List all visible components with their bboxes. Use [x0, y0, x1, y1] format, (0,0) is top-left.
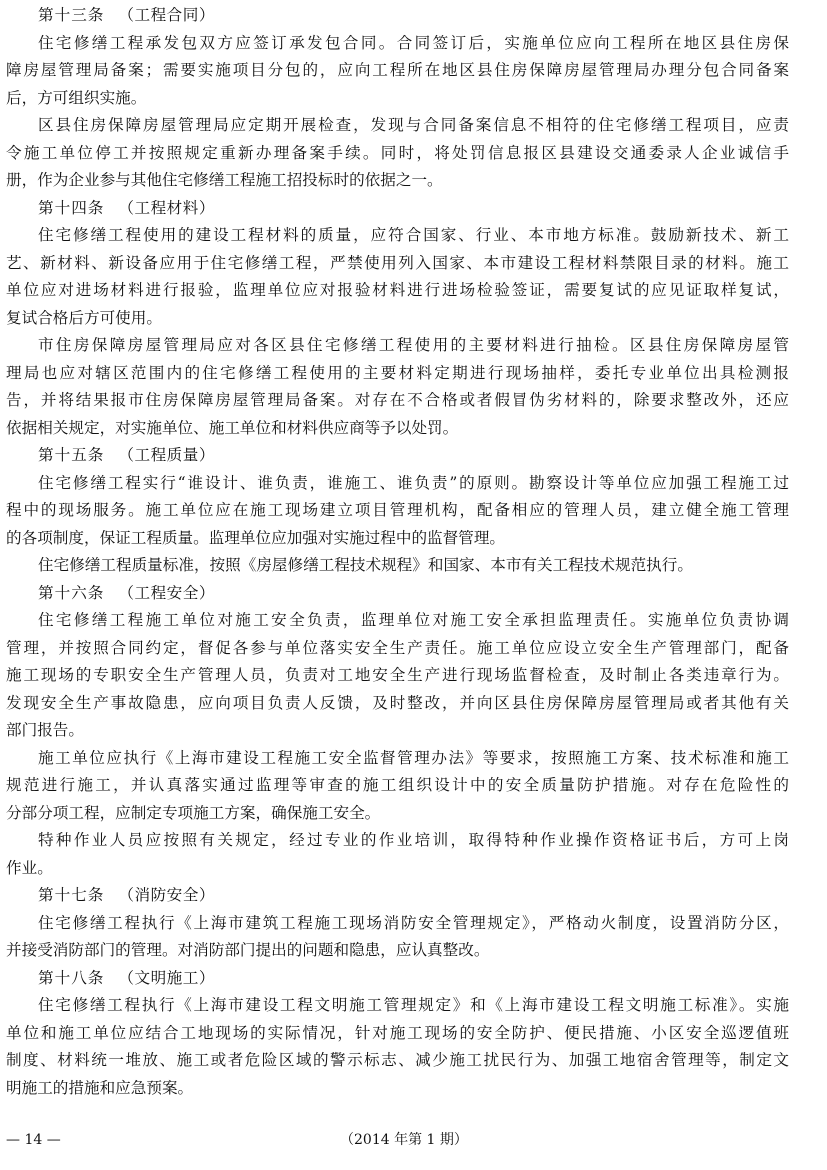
paragraph-line: 复试合格后方可使用。	[6, 308, 162, 327]
paragraph-line: 明施工的措施和应急预案。	[6, 1078, 194, 1097]
article-number: 第十八条	[38, 968, 105, 987]
article-title: （工程合同）	[118, 6, 215, 24]
paragraph-line: 分部分项工程，应制定专项施工方案，确保施工安全。	[6, 803, 381, 822]
paragraph-line: 市住房保障房屋管理局应对各区县住宅修缮工程使用的主要材料进行抽检。区县住房保障房屋管	[38, 336, 789, 354]
paragraph-line: 住宅修缮工程施工单位对施工安全负责，监理单位对施工安全承担监理责任。实施单位负责协调	[38, 611, 789, 629]
paragraph-line: 册，作为企业参与其他住宅修缮工程施工招投标时的依据之一。	[6, 171, 443, 189]
article-heading	[0, 2, 827, 30]
article-heading	[0, 580, 827, 608]
paragraph-line: 规范进行施工，并认真落实通过监理等审查的施工组织设计中的安全质量防护措施。对存在危险性的	[6, 776, 789, 794]
paragraph-line: 作业。	[6, 858, 53, 877]
paragraph-line: 住宅修缮工程实行“谁设计、谁负责，谁施工、谁负责”的原则。勘察设计等单位应加强工程施工过	[38, 473, 789, 492]
paragraph-line: 施工现场的专职安全生产管理人员，负责对工地安全生产进行现场监督检查，及时制止各类违章行为。	[6, 666, 789, 684]
paragraph-line: 部门报告。	[6, 721, 84, 739]
article-number: 第十四条	[38, 198, 105, 217]
paragraph-line: 管理，并按照合同约定，督促各参与单位落实安全生产责任。施工单位应设立安全生产管理部门，配备	[6, 638, 789, 657]
paragraph-line: 住宅修缮工程使用的建设工程材料的质量，应符合国家、行业、本市地方标准。鼓励新技术、新工	[38, 226, 789, 244]
article-number: 第十六条	[38, 583, 105, 602]
paragraph-line: 令施工单位停工并按照规定重新办理备案手续。同时，将处罚信息报区县建设交通委录人企业诚信手	[6, 143, 789, 162]
paragraph-line: 艺、新材料、新设备应用于住宅修缮工程，严禁使用列入国家、本市建设工程材料禁限目录的材料。施工	[6, 253, 789, 272]
article-title: （消防安全）	[118, 886, 215, 904]
paragraph-line: 后，方可组织实施。	[6, 88, 147, 107]
paragraph-line: 单位应对进场材料进行报验，监理单位应对报验材料进行进场检验签证，需要复试的应见证取样复试，	[6, 281, 789, 299]
page-number: — 14 —	[6, 1132, 61, 1148]
article-title: （工程安全）	[118, 583, 215, 602]
paragraph-line: 特种作业人员应按照有关规定，经过专业的作业培训，取得特种作业操作资格证书后，方可上岗	[38, 831, 789, 849]
issue-label: （2014 年第 1 期）	[340, 1132, 468, 1148]
document-body	[0, 2, 827, 1102]
paragraph-line: 住宅修缮工程质量标准，按照《房屋修缮工程技术规程》和国家、本市有关工程技术规范执行。	[38, 556, 693, 574]
paragraph-line: 住宅修缮工程执行《上海市建设工程文明施工管理规定》和《上海市建设工程文明施工标准》。实施	[38, 996, 789, 1014]
paragraph-line: 发现安全生产事故隐患，应向项目负责人反馈，及时整改，并向区县住房保障房屋管理局或者其他有关	[6, 693, 789, 712]
paragraph-line: 制度、材料统一堆放、施工或者危险区域的警示标志、减少施工扰民行为、加强工地宿舍管理等，制定文	[6, 1051, 789, 1069]
paragraph-line: 区县住房保障房屋管理局应定期开展检查，发现与合同备案信息不相符的住宅修缮工程项目，应责	[38, 116, 789, 134]
paragraph-line: 住宅修缮工程承发包双方应签订承发包合同。合同签订后，实施单位应向工程所在地区县住房保	[38, 33, 789, 52]
article-title: （工程质量）	[118, 446, 215, 464]
article-heading	[0, 195, 827, 223]
article-number: 第十七条	[38, 886, 105, 904]
article-number: 第十五条	[38, 446, 105, 464]
paragraph-line: 的各项制度，保证工程质量。监理单位应加强对实施过程中的监督管理。	[6, 528, 506, 547]
paragraph-line: 并接受消防部门的管理。对消防部门提出的问题和隐患，应认真整改。	[6, 941, 490, 959]
page-footer	[0, 1128, 827, 1152]
article-heading	[0, 442, 827, 470]
article-heading	[0, 965, 827, 993]
paragraph-line: 障房屋管理局备案；需要实施项目分包的，应向工程所在地区县住房保障房屋管理局办理分包合同备案	[6, 61, 789, 79]
paragraph-line: 告，并将结果报市住房保障房屋管理局备案。对存在不合格或者假冒伪劣材料的，除要求整改外，还应	[6, 391, 789, 409]
paragraph-line: 依据相关规定，对实施单位、施工单位和材料供应商等予以处罚。	[6, 418, 459, 437]
paragraph-line: 程中的现场服务。施工单位应在施工现场建立项目管理机构，配备相应的管理人员，建立健全施工管理	[6, 501, 789, 519]
article-heading	[0, 882, 827, 910]
article-title: （工程材料）	[118, 198, 215, 217]
paragraph-line: 单位和施工单位应结合工地现场的实际情况，针对施工现场的安全防护、便民措施、小区安全巡逻值班	[6, 1023, 789, 1042]
article-title: （文明施工）	[118, 968, 215, 987]
article-number: 第十三条	[38, 6, 105, 24]
paragraph-line: 住宅修缮工程执行《上海市建筑工程施工现场消防安全管理规定》，严格动火制度，设置消防分区，	[38, 913, 789, 932]
paragraph-line: 理局也应对辖区范围内的住宅修缮工程使用的主要材料定期进行现场抽样，委托专业单位出具检测报	[6, 363, 789, 382]
paragraph-line: 施工单位应执行《上海市建设工程施工安全监督管理办法》等要求，按照施工方案、技术标准和施工	[38, 748, 789, 767]
